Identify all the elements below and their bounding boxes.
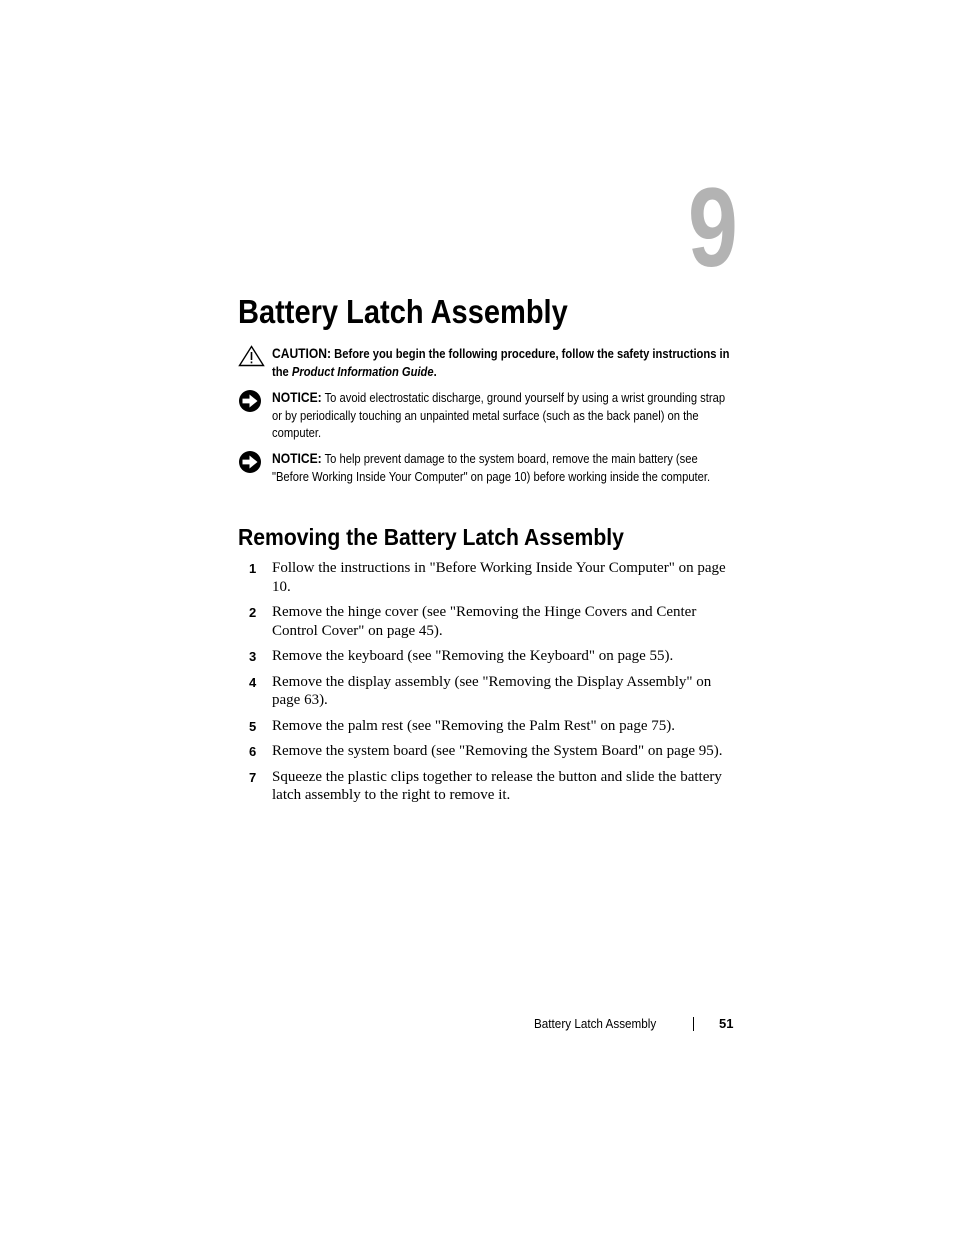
step-number: 6 [249, 744, 257, 759]
list-item [238, 603, 738, 640]
caution-citation: Product Information Guide [291, 364, 434, 379]
notice-label: NOTICE: [272, 451, 322, 466]
step-text: Remove the system board (see "Removing the System Board" on page 95). [272, 743, 723, 759]
procedure-steps [238, 559, 738, 812]
step-text: Remove the palm rest (see "Removing the Palm Rest" on page 75). [272, 717, 675, 734]
notice-arrow-icon [238, 450, 262, 479]
caution-triangle-icon [238, 345, 265, 372]
list-item [238, 647, 738, 666]
step-number: 5 [249, 718, 257, 734]
notice-text: To help prevent damage to the system board, remove the main battery (see "Before Working Inside Your Computer" on page 10) before working inside the computer. [272, 452, 711, 484]
chapter-title: Battery Latch Assembly [238, 293, 568, 330]
notice-text: To avoid electrostatic discharge, ground yourself by using a wrist grounding strap or by periodically touching an unpainted metal surface (such as the back panel) on the computer. [272, 391, 726, 440]
step-text: Remove the display assembly (see "Removing the Display Assembly" on page 63). [272, 673, 712, 708]
chapter-number: 9 [688, 165, 738, 290]
running-title: Battery Latch Assembly [534, 1016, 657, 1031]
list-item [238, 559, 738, 596]
list-item [238, 768, 738, 805]
notice-note-battery [238, 450, 738, 486]
step-text: Remove the keyboard (see "Removing the Keyboard" on page 55). [272, 648, 674, 664]
notice-arrow-icon [238, 389, 262, 418]
caution-note [238, 345, 738, 381]
caution-text-end: . [433, 364, 437, 379]
notice-note-esd [238, 389, 738, 443]
list-item [238, 673, 738, 710]
list-item [238, 717, 738, 736]
notice-label: NOTICE: [272, 390, 322, 405]
section-title: Removing the Battery Latch Assembly [238, 524, 624, 550]
step-number: 1 [249, 561, 257, 576]
page-footer [534, 1014, 738, 1036]
step-number: 3 [249, 649, 257, 664]
list-item [238, 742, 738, 761]
step-text: Follow the instructions in "Before Working Inside Your Computer" on page 10. [272, 560, 726, 595]
step-text: Remove the hinge cover (see "Removing the Hinge Covers and Center Control Cover" on page 45). [272, 604, 697, 639]
page-number: 51 [719, 1016, 734, 1031]
step-text: Squeeze the plastic clips together to release the button and slide the battery latch assembly to the right to remove it. [272, 768, 722, 803]
caution-label: CAUTION: [272, 346, 332, 361]
footer-divider [693, 1017, 694, 1031]
step-number: 2 [249, 605, 257, 620]
step-number: 4 [249, 674, 257, 690]
step-number: 7 [249, 769, 257, 785]
caution-text: Before you begin the following procedure, follow the safety instructions in the [272, 347, 730, 379]
